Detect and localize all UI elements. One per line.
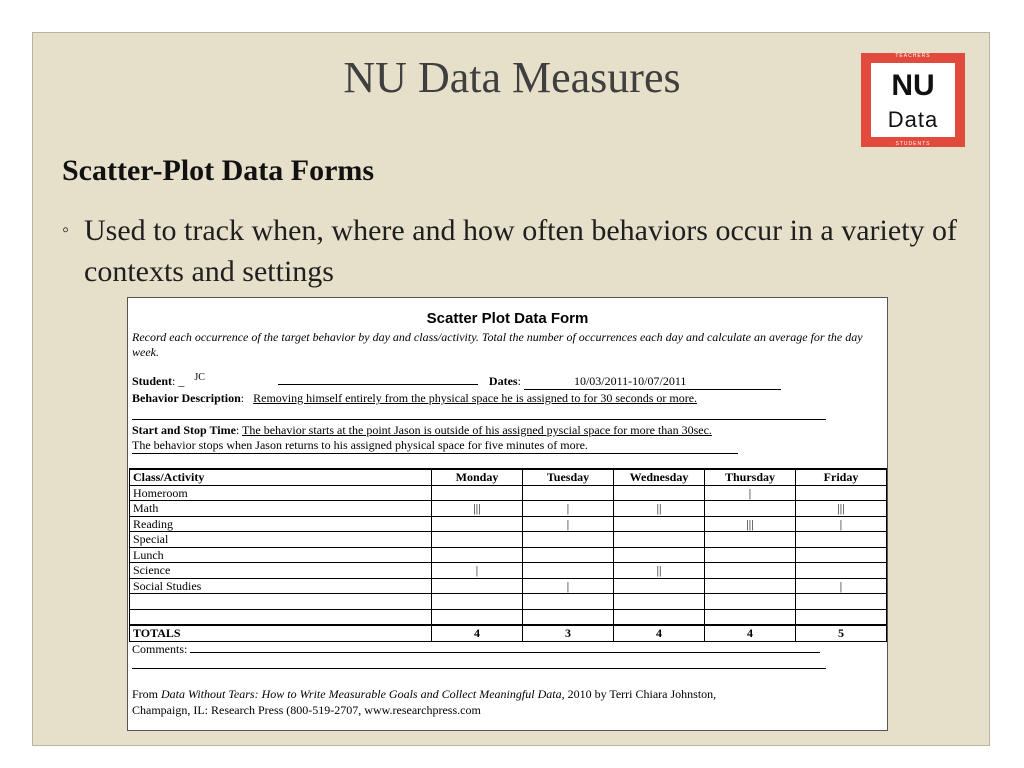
tally-cell	[614, 578, 705, 594]
student-line: Student: _ $^{JC}$ Dates: 10/03/2011-10/07/2011	[132, 374, 781, 390]
total-tuesday: 3	[523, 625, 614, 641]
dates-label: Dates	[488, 374, 518, 388]
tally-cell	[432, 485, 523, 501]
header-friday: Friday	[796, 469, 887, 485]
tally-cell	[796, 485, 887, 501]
tally-cell	[796, 594, 887, 610]
tally-cell	[432, 516, 523, 532]
row-activity: Social Studies	[130, 578, 432, 594]
tally-cell	[796, 532, 887, 548]
tally-cell	[614, 547, 705, 563]
tally-cell	[705, 609, 796, 625]
logo-ring-bottom: STUDENTS	[895, 141, 931, 147]
tally-cell	[705, 547, 796, 563]
header-thursday: Thursday	[705, 469, 796, 485]
tally-cell	[705, 501, 796, 517]
tally-cell: |	[523, 578, 614, 594]
row-activity: Reading	[130, 516, 432, 532]
tally-cell	[796, 609, 887, 625]
table-row	[130, 594, 887, 610]
total-monday: 4	[432, 625, 523, 641]
tally-cell	[432, 547, 523, 563]
tally-cell: |||	[432, 501, 523, 517]
tally-cell: |||	[796, 501, 887, 517]
citation-prefix: From	[132, 687, 162, 701]
tally-cell: |	[796, 516, 887, 532]
citation-line-2: Champaign, IL: Research Press (800-519-2707, www.researchpress.com	[132, 703, 481, 717]
tally-cell	[796, 563, 887, 579]
row-activity	[130, 594, 432, 610]
comments-label: Comments:	[132, 642, 188, 656]
citation-line-1	[132, 687, 716, 702]
startstop-value-2: The behavior stops when Jason returns to his assigned physical space for five minutes of more.	[132, 438, 588, 452]
tally-cell	[614, 516, 705, 532]
nu-data-logo	[861, 53, 965, 147]
table-row	[130, 563, 887, 579]
table-row	[130, 547, 887, 563]
table-row	[130, 485, 887, 501]
table-row	[130, 501, 887, 517]
scatter-plot-form-image	[127, 297, 888, 731]
tally-cell	[523, 547, 614, 563]
table-row	[130, 532, 887, 548]
tally-cell: ||	[614, 501, 705, 517]
comments-fill-line	[190, 652, 820, 653]
dates-value: 10/03/2011-10/07/2011	[573, 374, 687, 388]
student-label: Student	[132, 374, 173, 388]
behavior-extra-line	[132, 419, 826, 420]
behavior-line: Behavior Description: Removing himself entirely from the physical space he is assigned to for 30 seconds or more.	[132, 391, 715, 406]
tally-cell	[614, 485, 705, 501]
total-thursday: 4	[705, 625, 796, 641]
header-monday: Monday	[432, 469, 523, 485]
tally-cell	[432, 609, 523, 625]
form-instructions: Record each occurrence of the target behavior by day and class/activity. Total the number of occurrences each day and calculate an average for the day week.	[132, 330, 863, 359]
tally-cell	[614, 594, 705, 610]
tally-cell	[523, 609, 614, 625]
tally-cell	[705, 578, 796, 594]
row-activity: Lunch	[130, 547, 432, 563]
startstop-value-1: The behavior starts at the point Jason is outside of his assigned pyscial space for more than 30sec.	[242, 423, 712, 437]
row-activity: Math	[130, 501, 432, 517]
citation-title: Data Without Tears: How to Write Measurable Goals and Collect Meaningful Data,	[161, 687, 565, 701]
tally-cell: |	[523, 501, 614, 517]
tally-cell	[523, 485, 614, 501]
total-friday: 5	[796, 625, 887, 641]
comments-extra-line	[132, 668, 826, 669]
startstop-line: Start and Stop Time: The behavior starts at the point Jason is outside of his assigned pyscial space for more than 30sec.	[132, 423, 712, 437]
row-activity: Science	[130, 563, 432, 579]
tally-cell	[796, 547, 887, 563]
totals-label: TOTALS	[130, 625, 432, 641]
logo-ring-top: TEACHERS	[895, 53, 931, 59]
behavior-label: Behavior Description	[132, 391, 241, 405]
tally-cell	[614, 532, 705, 548]
startstop-field-2	[132, 438, 738, 454]
citation-rest: 2010 by Terri Chiara Johnston,	[564, 687, 717, 701]
tally-cell	[523, 532, 614, 548]
tally-cell: |||	[705, 516, 796, 532]
tally-cell	[432, 578, 523, 594]
tally-cell	[432, 594, 523, 610]
startstop-label: Start and Stop Time	[132, 423, 236, 437]
tally-cell: |	[796, 578, 887, 594]
slide-subtitle: Scatter-Plot Data Forms	[62, 154, 375, 187]
header-class-activity: Class/Activity	[130, 469, 432, 485]
logo-inner	[871, 63, 955, 137]
bullet-item	[62, 210, 962, 292]
bullet-text: Used to track when, where and how often behaviors occur in a variety of contexts and settings	[84, 214, 958, 288]
total-wednesday: 4	[614, 625, 705, 641]
tally-cell	[705, 563, 796, 579]
table-row	[130, 516, 887, 532]
behavior-value: Removing himself entirely from the physical space he is assigned to for 30 seconds or more.	[253, 391, 698, 405]
header-tuesday: Tuesday	[523, 469, 614, 485]
bullet-marker: ◦	[62, 219, 70, 241]
tally-cell: |	[523, 516, 614, 532]
comments-line	[132, 642, 820, 657]
tally-cell	[705, 594, 796, 610]
tally-cell	[523, 563, 614, 579]
tally-cell	[432, 532, 523, 548]
tally-cell	[614, 609, 705, 625]
student-value: JC	[194, 372, 205, 383]
row-activity	[130, 609, 432, 625]
header-wednesday: Wednesday	[614, 469, 705, 485]
table-header-row	[130, 469, 887, 485]
tally-cell	[705, 532, 796, 548]
logo-sub-text: Data	[887, 107, 939, 132]
tally-cell: |	[432, 563, 523, 579]
tally-cell: |	[705, 485, 796, 501]
logo-main-text: NU	[891, 69, 935, 102]
form-title: Scatter Plot Data Form	[426, 310, 589, 327]
student-fill-line	[278, 384, 478, 385]
dates-field	[524, 374, 781, 390]
slide-title: NU Data Measures	[343, 53, 681, 102]
tally-cell: ||	[614, 563, 705, 579]
tally-cell	[523, 594, 614, 610]
totals-row	[130, 625, 887, 641]
row-activity: Special	[130, 532, 432, 548]
row-activity: Homeroom	[130, 485, 432, 501]
table-row	[130, 609, 887, 625]
table-row	[130, 578, 887, 594]
startstop-line-2	[132, 438, 738, 454]
scatter-plot-table	[129, 468, 887, 642]
